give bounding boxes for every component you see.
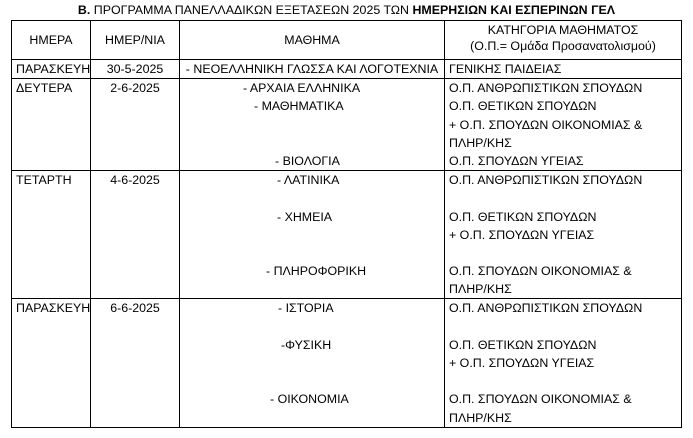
category-cell [445,299,682,427]
subject-item: - ΠΛΗΡΟΦΟΡΙΚΗ [266,264,367,279]
header-category-line2: (Ο.Π.= Ομάδα Προσανατολισμού) [470,39,656,53]
category-line: ΠΛΗΡ/ΚΗΣ [449,135,512,150]
category-line: Ο.Π. ΘΕΤΙΚΩΝ ΣΠΟΥΔΩΝ [449,209,597,224]
subject-cell [180,171,445,299]
date-cell: 6-6-2025 [91,299,180,427]
category-line: ΠΛΗΡ/ΚΗΣ [449,410,512,425]
category-line: Ο.Π. ΘΕΤΙΚΩΝ ΣΠΟΥΔΩΝ [449,337,597,352]
table-row [12,79,682,171]
subject-item: - ΒΙΟΛΟΓΙΑ [275,153,340,168]
category-line: Ο.Π. ΣΠΟΥΔΩΝ ΥΓΕΙΑΣ [449,153,584,168]
table-row [12,171,682,299]
category-line: + Ο.Π. ΣΠΟΥΔΩΝ ΥΓΕΙΑΣ [449,227,595,242]
header-date: ΗΜΕΡ/ΝΙΑ [91,21,180,60]
header-category-line1: ΚΑΤΗΓΟΡΙΑ ΜΑΘΗΜΑΤΟΣ [487,23,639,37]
category-line: Ο.Π. ΣΠΟΥΔΩΝ ΟΙΚΟΝΟΜΙΑΣ & [449,392,632,407]
category-line: Ο.Π. ΑΝΘΡΩΠΙΣΤΙΚΩΝ ΣΠΟΥΔΩΝ [449,173,643,188]
table-row [12,60,682,79]
subject-item: - ΜΑΘΗΜΑΤΙΚΑ [254,99,344,114]
category-line: Ο.Π. ΣΠΟΥΔΩΝ ΟΙΚΟΝΟΜΙΑΣ & [449,264,632,279]
table-row [12,299,682,427]
title-prefix: Β. [77,3,91,17]
day-cell: ΠΑΡΑΣΚΕΥΗ [12,60,91,79]
category-cell [445,171,682,299]
category-line: ΠΛΗΡ/ΚΗΣ [449,282,512,297]
exam-schedule-table [11,20,682,428]
subject-item: -ΦΥΣΙΚΗ [281,337,332,352]
day-cell: ΔΕΥΤΕΡΑ [12,79,91,171]
header-category [445,21,682,60]
subject-item: - ΧΗΜΕΙΑ [277,209,333,224]
category-cell [445,79,682,171]
subject-item: - ΙΣΤΟΡΙΑ [278,301,334,316]
subject-item: - ΟΙΚΟΝΟΜΙΑ [270,392,349,407]
category-line: + Ο.Π. ΣΠΟΥΔΩΝ ΟΙΚΟΝΟΜΙΑΣ & [449,117,643,132]
subject-item: - ΝΕΟΕΛΛΗΝΙΚΗ ΓΛΩΣΣΑ ΚΑΙ ΛΟΓΟΤΕΧΝΙΑ [185,62,439,76]
category-line: Ο.Π. ΑΝΘΡΩΠΙΣΤΙΚΩΝ ΣΠΟΥΔΩΝ [449,301,643,316]
day-cell: ΠΑΡΑΣΚΕΥΗ [12,299,91,427]
date-cell: 2-6-2025 [91,79,180,171]
subject-cell [180,60,445,79]
subject-cell [180,79,445,171]
document-title [0,3,693,18]
header-row [12,21,682,60]
category-line: + Ο.Π. ΣΠΟΥΔΩΝ ΥΓΕΙΑΣ [449,356,595,371]
category-cell [445,60,682,79]
subject-item: - ΛΑΤΙΝΙΚΑ [277,173,340,188]
date-cell: 30-5-2025 [91,60,180,79]
date-cell: 4-6-2025 [91,171,180,299]
title-bold: ΗΜΕΡΗΣΙΩΝ ΚΑΙ ΕΣΠΕΡΙΝΩΝ ΓΕΛ [412,3,616,17]
header-day: ΗΜΕΡΑ [12,21,91,60]
header-subject: ΜΑΘΗΜΑ [180,21,445,60]
subject-cell [180,299,445,427]
category-line: Ο.Π. ΑΝΘΡΩΠΙΣΤΙΚΩΝ ΣΠΟΥΔΩΝ [449,81,643,96]
day-cell: ΤΕΤΑΡΤΗ [12,171,91,299]
subject-item: - ΑΡΧΑΙΑ ΕΛΛΗΝΙΚΑ [243,81,361,96]
title-normal: ΠΡΟΓΡΑΜΜΑ ΠΑΝΕΛΛΑΔΙΚΩΝ ΕΞΕΤΑΣΕΩΝ 2025 ΤΩΝ [90,3,413,17]
category-line: Ο.Π. ΘΕΤΙΚΩΝ ΣΠΟΥΔΩΝ [449,99,597,114]
category-line: ΓΕΝΙΚΗΣ ΠΑΙΔΕΙΑΣ [449,62,562,76]
